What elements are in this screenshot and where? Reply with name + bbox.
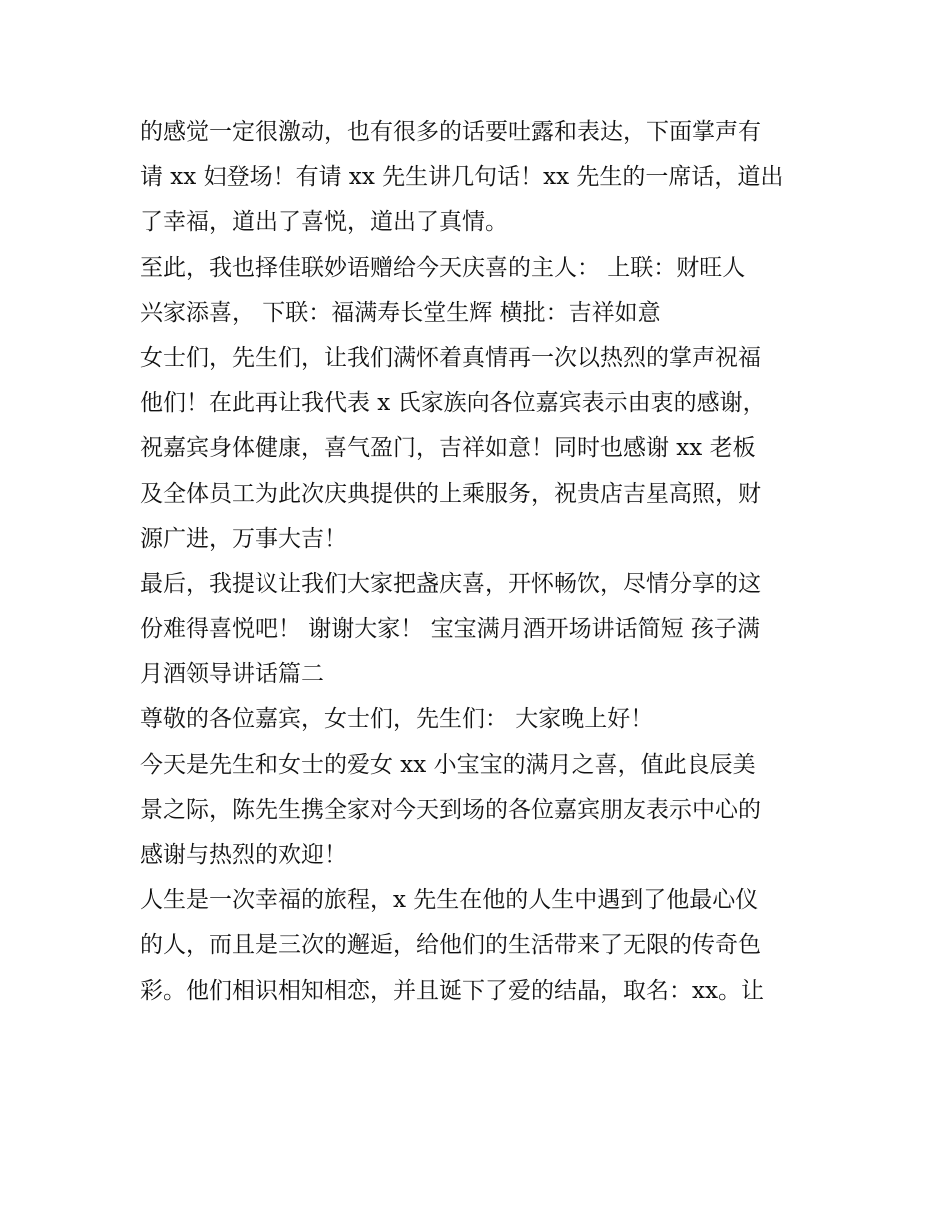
text-line-2: 请 xx 妇登场！有请 xx 先生讲几句话！xx 先生的一席话，道出 <box>140 164 784 191</box>
text-line-7: 他们！在此再让我代表 x 氏家族向各位嘉宾表示由衷的感谢， <box>140 390 766 417</box>
text-line-1: 的感觉一定很激动，也有很多的话要吐露和表达，下面掌声有 <box>140 119 761 145</box>
text-line-19: 的人，而且是三次的邂逅，给他们的生活带来了无限的传奇色 <box>140 932 761 959</box>
text-line-15: 今天是先生和女士的爱女 xx 小宝宝的满月之喜，值此良辰美 <box>140 751 756 778</box>
text-line-14: 尊敬的各位嘉宾，女士们，先生们： 大家晚上好！ <box>140 706 654 733</box>
text-line-4: 至此，我也择佳联妙语赠给今天庆喜的主人： 上联：财旺人 <box>140 254 746 281</box>
text-line-11: 最后，我提议让我们大家把盏庆喜，开怀畅饮，尽情分享的这 <box>140 570 761 597</box>
document-body <box>140 110 820 1014</box>
text-line-3: 了幸福，道出了喜悦，道出了真情。 <box>140 209 508 236</box>
text-line-5: 兴家添喜， 下联：福满寿长堂生辉 横批：吉祥如意 <box>140 299 661 326</box>
text-line-8: 祝嘉宾身体健康，喜气盈门，吉祥如意！同时也感谢 xx 老板 <box>140 435 756 462</box>
text-line-17: 感谢与热烈的欢迎！ <box>140 842 347 868</box>
text-line-18: 人生是一次幸福的旅程，x 先生在他的人生中遇到了他最心仪 <box>140 887 759 914</box>
text-line-16: 景之际，陈先生携全家对今天到场的各位嘉宾朋友表示中心的 <box>140 796 761 823</box>
text-line-9: 及全体员工为此次庆典提供的上乘服务，祝贵店吉星高照，财 <box>140 480 761 507</box>
text-line-10: 源广进，万事大吉！ <box>140 525 347 552</box>
text-line-13: 月酒领导讲话篇二 <box>140 661 324 688</box>
text-line-20: 彩。他们相识相知相恋，并且诞下了爱的结晶，取名：xx。让 <box>140 977 764 1004</box>
text-line-12: 份难得喜悦吧！ 谢谢大家！ 宝宝满月酒开场讲话简短 孩子满 <box>140 616 760 643</box>
text-line-6: 女士们，先生们，让我们满怀着真情再一次以热烈的掌声祝福 <box>140 344 761 371</box>
